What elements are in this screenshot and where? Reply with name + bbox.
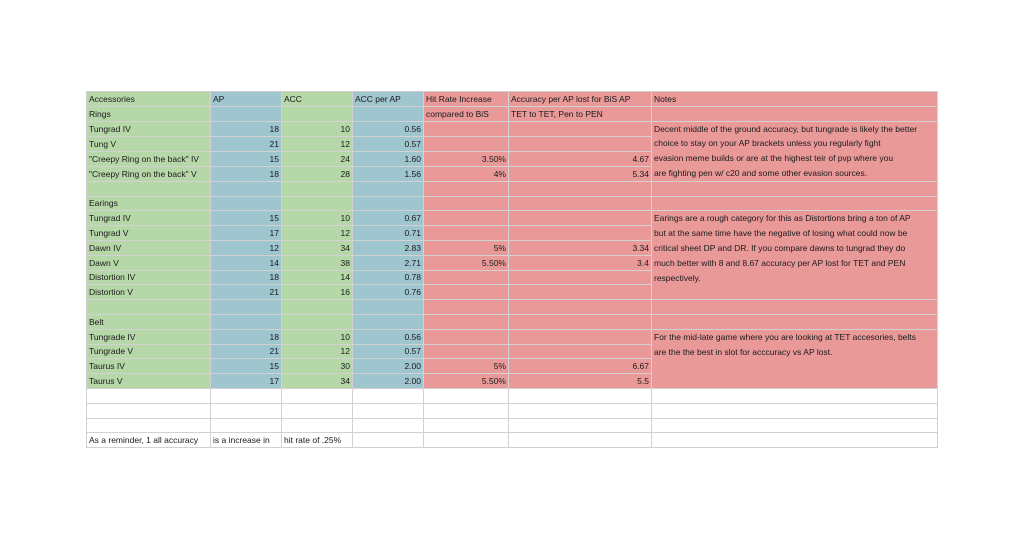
item-name[interactable]: Tungrade V (87, 344, 211, 359)
cell[interactable] (282, 106, 353, 121)
item-name[interactable]: Tungrad IV (87, 211, 211, 226)
item-acc-lost[interactable] (509, 226, 652, 241)
item-acc[interactable]: 12 (282, 226, 353, 241)
item-ap[interactable]: 15 (211, 151, 282, 166)
item-acc-lost[interactable]: 4.67 (509, 151, 652, 166)
item-acc[interactable]: 12 (282, 136, 353, 151)
item-acc-lost[interactable] (509, 344, 652, 359)
item-ap[interactable]: 18 (211, 166, 282, 181)
item-acc-lost[interactable] (509, 329, 652, 344)
item-name[interactable]: Distortion V (87, 285, 211, 300)
item-hit-rate[interactable] (424, 136, 509, 151)
section-label-belt[interactable]: Belt (87, 314, 211, 329)
cell[interactable] (211, 300, 282, 315)
item-name[interactable]: Distortion IV (87, 270, 211, 285)
item-acc-per-ap[interactable]: 0.78 (353, 270, 424, 285)
cell[interactable] (282, 300, 353, 315)
cell[interactable] (509, 300, 652, 315)
note-line: are fighting pen w/ c20 and some other evasion sources. (654, 167, 868, 178)
cell[interactable] (282, 181, 353, 196)
item-acc[interactable]: 12 (282, 344, 353, 359)
notes-rings[interactable] (652, 121, 938, 181)
item-acc-per-ap[interactable]: 2.83 (353, 240, 424, 255)
footer-row (87, 433, 938, 448)
cell[interactable] (353, 300, 424, 315)
cell[interactable] (211, 181, 282, 196)
item-hit-rate[interactable] (424, 211, 509, 226)
item-name[interactable]: Tungrad V (87, 226, 211, 241)
item-ap[interactable]: 21 (211, 344, 282, 359)
note-line: For the mid-late game where you are looking at TET accesories, belts (654, 331, 916, 342)
item-name[interactable]: "Creepy Ring on the back" IV (87, 151, 211, 166)
note-line: are the the best in slot for acccuracy vs AP lost. (654, 346, 833, 357)
empty-row (87, 388, 938, 403)
section-row-earings (87, 196, 938, 211)
item-ap[interactable]: 15 (211, 211, 282, 226)
cell[interactable] (509, 181, 652, 196)
cell[interactable] (509, 196, 652, 211)
item-acc[interactable]: 10 (282, 329, 353, 344)
header-acc[interactable]: ACC (282, 92, 353, 107)
note-line: respectively. (654, 272, 701, 283)
cell[interactable] (424, 181, 509, 196)
item-acc-lost[interactable]: 5.34 (509, 166, 652, 181)
note-line: Earings are a rough category for this as Distortions bring a ton of AP (654, 213, 911, 224)
cell[interactable] (509, 314, 652, 329)
item-hit-rate[interactable]: 5% (424, 359, 509, 374)
header-acc-lost-line2[interactable]: TET to TET, Pen to PEN (509, 106, 652, 121)
item-hit-rate[interactable] (424, 329, 509, 344)
cell[interactable] (652, 196, 938, 211)
item-acc-lost[interactable] (509, 270, 652, 285)
item-acc-per-ap[interactable]: 0.57 (353, 344, 424, 359)
note-line: much better with 8 and 8.67 accuracy per AP lost for TET and PEN (654, 257, 906, 268)
item-ap[interactable]: 17 (211, 374, 282, 389)
cell[interactable] (353, 181, 424, 196)
item-ap[interactable]: 17 (211, 226, 282, 241)
header-row (87, 92, 938, 107)
footer-cell-a[interactable]: As a reminder, 1 all accuracy (87, 433, 211, 448)
item-acc[interactable]: 24 (282, 151, 353, 166)
cell[interactable] (211, 314, 282, 329)
note-line: but at the same time have the negative of losing what could now be (654, 228, 908, 239)
notes-earings[interactable] (652, 211, 938, 300)
item-ap[interactable]: 21 (211, 285, 282, 300)
note-line: evasion meme builds or are at the highest teir of pvp where you (654, 153, 894, 164)
item-acc-lost[interactable]: 6.67 (509, 359, 652, 374)
item-name[interactable]: "Creepy Ring on the back" V (87, 166, 211, 181)
item-ap[interactable]: 12 (211, 240, 282, 255)
item-ap[interactable]: 18 (211, 121, 282, 136)
item-ap[interactable]: 18 (211, 329, 282, 344)
cell[interactable] (652, 181, 938, 196)
header-ap[interactable]: AP (211, 92, 282, 107)
item-hit-rate[interactable]: 3.50% (424, 151, 509, 166)
footer-cell-c[interactable]: hit rate of .25% (282, 433, 353, 448)
cell[interactable] (353, 196, 424, 211)
item-name[interactable]: Tungrad IV (87, 121, 211, 136)
cell[interactable] (424, 314, 509, 329)
item-hit-rate[interactable] (424, 344, 509, 359)
section-label-rings[interactable]: Rings (87, 106, 211, 121)
section-row-rings (87, 106, 938, 121)
item-acc[interactable]: 10 (282, 121, 353, 136)
header-hit-rate-line2[interactable]: compared to BiS (424, 106, 509, 121)
item-hit-rate[interactable] (424, 270, 509, 285)
item-hit-rate[interactable]: 5% (424, 240, 509, 255)
item-hit-rate[interactable]: 4% (424, 166, 509, 181)
item-acc-per-ap[interactable]: 1.56 (353, 166, 424, 181)
item-hit-rate[interactable] (424, 226, 509, 241)
cell[interactable] (424, 300, 509, 315)
item-acc-lost[interactable] (509, 136, 652, 151)
item-acc-per-ap[interactable]: 0.56 (353, 329, 424, 344)
item-name[interactable]: Tung V (87, 136, 211, 151)
footer-cell-b[interactable]: is a increase in (211, 433, 282, 448)
table-row (87, 329, 938, 344)
table-row (87, 211, 938, 226)
item-acc-per-ap[interactable]: 0.57 (353, 136, 424, 151)
cell[interactable] (282, 314, 353, 329)
item-acc-per-ap[interactable]: 0.56 (353, 121, 424, 136)
item-name[interactable]: Tungrade IV (87, 329, 211, 344)
spacer-row (87, 300, 938, 315)
note-line: critical sheet DP and DR. If you compare dawns to tungrad they do (654, 242, 906, 253)
cell[interactable] (87, 300, 211, 315)
item-acc-per-ap[interactable]: 0.67 (353, 211, 424, 226)
section-label-earings[interactable]: Earings (87, 196, 211, 211)
cell[interactable] (652, 300, 938, 315)
item-acc-per-ap[interactable]: 2.00 (353, 359, 424, 374)
cell[interactable] (211, 196, 282, 211)
cell[interactable] (652, 314, 938, 329)
item-hit-rate[interactable] (424, 285, 509, 300)
cell[interactable] (424, 196, 509, 211)
item-acc-lost[interactable]: 3.34 (509, 240, 652, 255)
notes-belt[interactable] (652, 329, 938, 388)
item-name[interactable]: Dawn IV (87, 240, 211, 255)
header-acc-lost[interactable]: Accuracy per AP lost for BiS AP (509, 92, 652, 107)
header-notes[interactable]: Notes (652, 92, 938, 107)
item-hit-rate[interactable]: 5.50% (424, 255, 509, 270)
item-acc[interactable]: 16 (282, 285, 353, 300)
item-acc[interactable]: 10 (282, 211, 353, 226)
item-ap[interactable]: 21 (211, 136, 282, 151)
item-acc-lost[interactable]: 5.5 (509, 374, 652, 389)
item-acc-per-ap[interactable]: 1.60 (353, 151, 424, 166)
item-acc[interactable]: 30 (282, 359, 353, 374)
note-line: Decent middle of the ground accuracy, but tungrade is likely the better (654, 123, 918, 134)
item-acc-lost[interactable] (509, 211, 652, 226)
table-row (87, 121, 938, 136)
item-acc[interactable]: 14 (282, 270, 353, 285)
item-name[interactable]: Taurus IV (87, 359, 211, 374)
item-acc-per-ap[interactable]: 0.76 (353, 285, 424, 300)
item-ap[interactable]: 18 (211, 270, 282, 285)
cell[interactable] (652, 106, 938, 121)
item-acc[interactable]: 34 (282, 374, 353, 389)
item-hit-rate[interactable] (424, 121, 509, 136)
item-acc-lost[interactable]: 3.4 (509, 255, 652, 270)
spacer-row (87, 181, 938, 196)
item-acc-per-ap[interactable]: 0.71 (353, 226, 424, 241)
item-acc[interactable]: 28 (282, 166, 353, 181)
header-accessories[interactable]: Accessories (87, 92, 211, 107)
cell[interactable] (353, 106, 424, 121)
spreadsheet-grid (86, 91, 938, 448)
item-name[interactable]: Dawn V (87, 255, 211, 270)
empty-row (87, 403, 938, 418)
item-acc-lost[interactable] (509, 121, 652, 136)
cell[interactable] (353, 314, 424, 329)
section-row-belt (87, 314, 938, 329)
empty-row (87, 418, 938, 433)
item-acc-per-ap[interactable]: 2.00 (353, 374, 424, 389)
item-acc-per-ap[interactable]: 2.71 (353, 255, 424, 270)
header-hit-rate[interactable]: Hit Rate Increase (424, 92, 509, 107)
note-line: choice to stay on your AP brackets unless you regularly fight (654, 138, 881, 149)
cell[interactable] (87, 181, 211, 196)
item-hit-rate[interactable]: 5.50% (424, 374, 509, 389)
cell[interactable] (211, 106, 282, 121)
header-acc-per-ap[interactable]: ACC per AP (353, 92, 424, 107)
item-acc[interactable]: 34 (282, 240, 353, 255)
item-acc-lost[interactable] (509, 285, 652, 300)
item-acc[interactable]: 38 (282, 255, 353, 270)
cell[interactable] (282, 196, 353, 211)
item-ap[interactable]: 14 (211, 255, 282, 270)
item-ap[interactable]: 15 (211, 359, 282, 374)
item-name[interactable]: Taurus V (87, 374, 211, 389)
